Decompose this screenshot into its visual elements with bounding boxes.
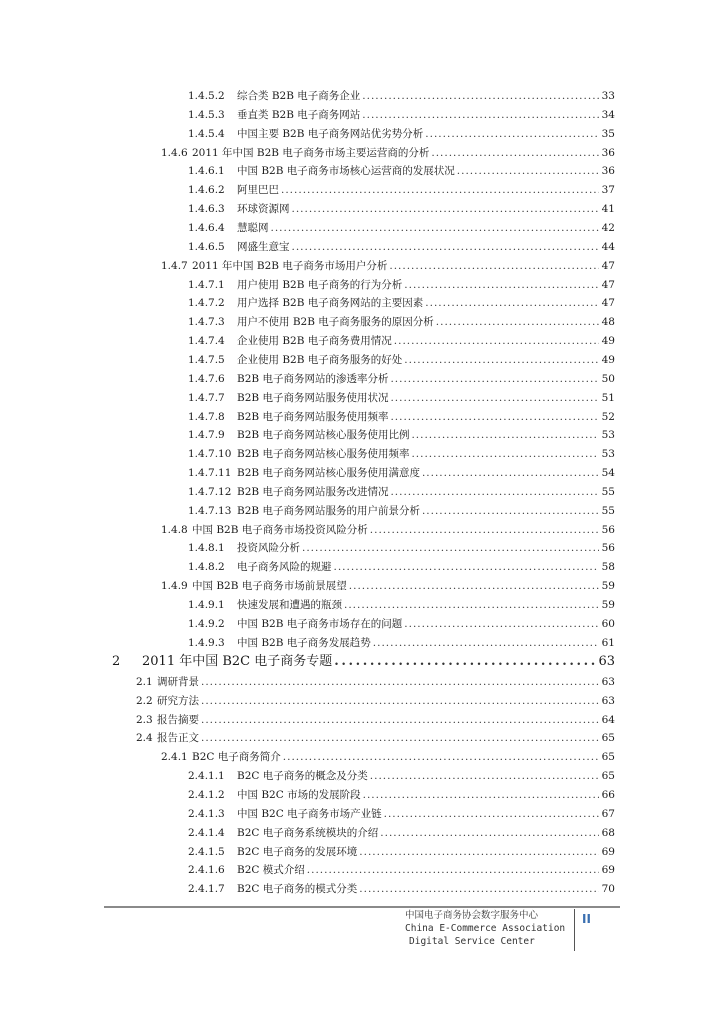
toc-dot-leader (201, 729, 599, 747)
toc-dot-leader (390, 483, 599, 501)
toc-entry[interactable] (161, 521, 615, 539)
toc-entry[interactable] (188, 389, 615, 407)
toc-dot-leader (373, 634, 599, 652)
footer-org-cn: 中国电子商务协会数字服务中心 (405, 910, 539, 921)
toc-entry[interactable] (188, 824, 615, 842)
toc-entry-title: B2C 电子商务系统模块的介绍 (237, 826, 379, 839)
toc-entry-number: 1.4.7 (161, 259, 188, 272)
toc-dot-leader (425, 294, 599, 312)
toc-entry-page: 53 (601, 448, 615, 461)
toc-entry-page: 67 (601, 807, 615, 820)
toc-dot-leader (344, 596, 599, 614)
toc-entry-title: 用户不使用 B2B 电子商务服务的原因分析 (237, 316, 434, 329)
toc-entry[interactable] (188, 332, 615, 350)
toc-entry-title: 投资风险分析 (237, 542, 300, 555)
toc-entry-page: 60 (601, 617, 615, 630)
toc-entry-number: 2.4.1.1 (188, 770, 225, 783)
toc-entry-page: 47 (601, 297, 615, 310)
toc-entry-number: 1.4.7.6 (188, 372, 225, 385)
toc-entry-number: 1.4.6.4 (188, 221, 225, 234)
toc-entry[interactable] (188, 464, 615, 482)
footer-vertical-divider (574, 909, 575, 951)
toc-entry-number: 1.4.6.1 (188, 165, 225, 178)
toc-entry-number: 1.4.9.3 (188, 636, 225, 649)
toc-dot-leader (431, 144, 599, 162)
toc-entry-title: B2C 模式介绍 (237, 864, 305, 877)
toc-entry-page: 42 (601, 221, 615, 234)
toc-entry[interactable] (188, 125, 615, 143)
toc-entry-title: 综合类 B2B 电子商务企业 (237, 90, 361, 102)
toc-entry[interactable] (188, 162, 615, 180)
toc-entry-number: 2.4.1.6 (188, 864, 225, 877)
toc-entry-page: 35 (601, 127, 615, 140)
toc-entry-page: 44 (601, 240, 615, 253)
toc-entry-title: B2B 电子商务网站核心服务使用频率 (237, 448, 410, 461)
toc-entry-page: 56 (601, 542, 615, 555)
toc-entry-page: 56 (601, 523, 615, 536)
footer-org-en-line1: China E-Commerce Association (405, 923, 566, 934)
toc-entry-title: 慧聪网 (237, 221, 269, 234)
toc-dot-leader (302, 539, 599, 557)
toc-entry-page: 54 (601, 467, 615, 479)
toc-entry-number: 2.3 (136, 713, 153, 726)
toc-entry-number: 1.4.7.8 (188, 410, 225, 423)
toc-entry[interactable] (188, 351, 615, 369)
footer-organization (405, 909, 565, 948)
toc-entry-page: 41 (601, 203, 615, 216)
toc-entry-number: 2.4.1.4 (188, 826, 225, 839)
toc-dot-leader (422, 464, 599, 482)
toc-entry-number: 1.4.7.10 (188, 448, 232, 461)
toc-dot-leader (363, 786, 599, 804)
toc-entry-page: 58 (601, 561, 615, 574)
toc-entry-number: 1.4.6.2 (188, 184, 225, 197)
footer-org-en-line2: Digital Service Center (409, 936, 535, 947)
toc-dot-leader (394, 332, 599, 350)
toc-entry[interactable] (188, 408, 615, 426)
toc-entry[interactable] (136, 673, 615, 691)
toc-entry-title: 2011 年中国 B2B 电子商务市场用户分析 (192, 259, 388, 272)
toc-entry[interactable] (188, 294, 615, 312)
toc-entry-title: B2B 电子商务网站服务改进情况 (237, 485, 389, 498)
toc-entry-page: 49 (601, 353, 615, 366)
toc-dot-leader (390, 370, 599, 388)
toc-entry[interactable] (188, 426, 615, 444)
toc-entry-number: 1.4.8 (161, 523, 188, 536)
toc-entry-number: 2.4.1.2 (188, 789, 225, 801)
toc-entry-number: 1.4.7.7 (188, 391, 225, 404)
toc-entry[interactable] (188, 200, 615, 218)
toc-entry[interactable] (188, 313, 615, 331)
toc-dot-leader (436, 313, 599, 331)
toc-entry-number: 1.4.8.2 (188, 561, 225, 574)
toc-entry-number: 2 (112, 653, 121, 669)
toc-entry-page: 50 (601, 372, 615, 385)
toc-entry-page: 63 (601, 675, 615, 688)
toc-entry-page: 59 (601, 580, 615, 593)
toc-entry-title: 报告摘要 (157, 713, 199, 726)
toc-entry[interactable] (161, 748, 615, 766)
toc-entry-number: 1.4.9.1 (188, 599, 225, 611)
toc-entry[interactable] (188, 767, 615, 785)
toc-dot-leader (425, 125, 599, 143)
toc-entry-number: 1.4.7.4 (188, 335, 225, 347)
toc-entry-title: 快速发展和遭遇的瓶颈 (237, 599, 342, 611)
toc-entry-title: B2C 电子商务简介 (192, 751, 281, 764)
toc-entry-page: 33 (601, 90, 615, 102)
toc-entry-title: 垂直类 B2B 电子商务网站 (237, 108, 361, 121)
toc-entry-title: 网盛生意宝 (237, 240, 290, 253)
toc-entry-number: 1.4.7.9 (188, 429, 225, 442)
toc-entry-page: 51 (601, 391, 615, 404)
toc-dot-leader (390, 389, 599, 407)
toc-entry-title: B2B 电子商务网站核心服务使用比例 (237, 429, 410, 442)
toc-dot-leader (349, 577, 599, 595)
toc-dot-leader (389, 257, 599, 275)
toc-entry-number: 1.4.7.2 (188, 297, 225, 310)
toc-entry[interactable] (161, 577, 615, 595)
toc-entry-page: 65 (601, 732, 615, 745)
toc-entry-title: 中国 B2B 电子商务发展趋势 (237, 636, 371, 649)
toc-entry-page: 36 (601, 146, 615, 159)
toc-dot-leader (370, 521, 599, 539)
toc-entry-page: 53 (601, 429, 615, 442)
toc-entry-title: 用户选择 B2B 电子商务网站的主要因素 (237, 297, 424, 310)
toc-dot-leader (384, 805, 599, 823)
toc-entry-number: 2.4.1.7 (188, 883, 225, 896)
toc-entry-title: 中国 B2C 市场的发展阶段 (237, 789, 361, 801)
toc-entry-title: B2C 电子商务的模式分类 (237, 883, 358, 896)
toc-entry-number: 1.4.7.5 (188, 353, 225, 366)
toc-entry-page: 49 (601, 335, 615, 347)
toc-dot-leader (201, 673, 599, 691)
toc-entry-title: 2011 年中国 B2B 电子商务市场主要运营商的分析 (192, 146, 430, 159)
toc-entry-title: B2B 电子商务网站服务使用频率 (237, 410, 389, 423)
toc-entry-number: 1.4.5.3 (188, 108, 225, 121)
toc-entry-number: 2.1 (136, 675, 153, 688)
toc-entry-number: 1.4.9 (161, 580, 188, 593)
toc-dot-leader (334, 558, 600, 576)
toc-entry-title: B2B 电子商务网站核心服务使用满意度 (237, 467, 420, 479)
toc-dot-leader (281, 181, 599, 199)
toc-dot-leader (411, 426, 599, 444)
toc-entry-page: 47 (601, 259, 615, 272)
toc-dot-leader (422, 502, 599, 520)
toc-entry-page: 64 (601, 713, 615, 726)
toc-entry-title: 中国 B2B 电子商务市场存在的问题 (237, 617, 403, 630)
toc-entry-title: 中国 B2B 电子商务市场前景展望 (192, 580, 347, 593)
toc-entry[interactable] (188, 880, 615, 898)
toc-entry-number: 2.4.1.5 (188, 845, 225, 858)
toc-entry-number: 1.4.7.12 (188, 485, 232, 498)
toc-entry-title: 调研背景 (157, 675, 199, 688)
toc-dot-leader (307, 861, 599, 879)
toc-entry-page: 70 (601, 883, 615, 896)
toc-entry-title: 企业使用 B2B 电子商务服务的好处 (237, 353, 403, 366)
toc-entry-title: B2B 电子商务网站的渗透率分析 (237, 372, 389, 385)
toc-entry[interactable] (188, 370, 615, 388)
toc-dot-leader (292, 200, 600, 218)
toc-dot-leader (334, 651, 596, 673)
toc-dot-leader (362, 87, 599, 105)
toc-dot-leader (404, 351, 599, 369)
toc-entry-title: B2B 电子商务网站服务的用户前景分析 (237, 504, 420, 517)
toc-entry-title: B2C 电子商务的发展环境 (237, 845, 358, 858)
toc-entry-title: 企业使用 B2B 电子商务费用情况 (237, 335, 392, 347)
toc-entry-page: 37 (601, 184, 615, 197)
toc-entry-page: 65 (601, 770, 615, 783)
toc-entry[interactable] (188, 558, 615, 576)
toc-entry-page: 63 (601, 694, 615, 707)
toc-entry-page: 59 (601, 599, 615, 611)
toc-dot-leader (404, 615, 599, 633)
toc-entry-page: 69 (601, 864, 615, 877)
toc-entry-title: 环球资源网 (237, 203, 290, 216)
toc-entry-number: 1.4.5.4 (188, 127, 225, 140)
toc-entry-number: 1.4.8.1 (188, 542, 225, 555)
toc-entry-page: 55 (601, 504, 615, 517)
toc-entry-number: 1.4.5.2 (188, 90, 225, 102)
toc-entry-title: 用户使用 B2B 电子商务的行为分析 (237, 278, 403, 291)
toc-entry-page: 65 (601, 751, 615, 764)
toc-entry-title: 2011 年中国 B2C 电子商务专题 (142, 653, 333, 669)
toc-entry-number: 2.2 (136, 694, 153, 707)
toc-entry[interactable] (112, 651, 615, 673)
toc-dot-leader (201, 711, 599, 729)
toc-entry-title: 中国 B2B 电子商务市场核心运营商的发展状况 (237, 165, 455, 178)
toc-dot-leader (411, 445, 599, 463)
toc-entry[interactable] (161, 144, 615, 162)
toc-entry-title: 中国 B2B 电子商务市场投资风险分析 (192, 523, 368, 536)
toc-entry[interactable] (188, 615, 615, 633)
toc-entry-title: 阿里巴巴 (237, 184, 279, 197)
toc-entry[interactable] (188, 634, 615, 652)
toc-entry[interactable] (188, 805, 615, 823)
toc-entry[interactable] (161, 257, 615, 275)
toc-entry[interactable] (136, 711, 615, 729)
toc-dot-leader (457, 162, 599, 180)
toc-entry[interactable] (188, 483, 615, 501)
toc-dot-leader (359, 843, 599, 861)
toc-entry-title: 中国主要 B2B 电子商务网站优劣势分析 (237, 127, 424, 140)
toc-entry[interactable] (188, 106, 615, 124)
toc-entry-page: 61 (601, 636, 615, 649)
page-number: II (582, 912, 591, 926)
toc-dot-leader (271, 219, 600, 237)
toc-entry-page: 47 (601, 278, 615, 291)
toc-dot-leader (292, 238, 600, 256)
toc-entry-number: 1.4.6.3 (188, 203, 225, 216)
toc-entry-number: 1.4.7.1 (188, 278, 225, 291)
toc-entry-page: 68 (601, 826, 615, 839)
toc-entry-number: 1.4.6.5 (188, 240, 225, 253)
toc-entry-page: 63 (598, 653, 615, 669)
toc-entry-page: 66 (601, 789, 615, 801)
toc-entry[interactable] (188, 502, 615, 520)
toc-entry-number: 2.4 (136, 732, 153, 745)
toc-entry-title: 电子商务风险的规避 (237, 561, 332, 574)
toc-entry-number: 1.4.6 (161, 146, 188, 159)
toc-entry-page: 55 (601, 485, 615, 498)
toc-entry-title: 中国 B2C 电子商务市场产业链 (237, 807, 382, 820)
toc-entry[interactable] (188, 238, 615, 256)
toc-entry-number: 1.4.7.13 (188, 504, 232, 517)
toc-dot-leader (362, 106, 599, 124)
toc-entry[interactable] (136, 692, 615, 710)
footer-divider (104, 906, 620, 908)
toc-entry[interactable] (188, 596, 615, 614)
toc-entry[interactable] (188, 276, 615, 294)
toc-entry-page: 69 (601, 845, 615, 858)
toc-entry-page: 48 (601, 316, 615, 329)
toc-entry-page: 34 (601, 108, 615, 121)
toc-dot-leader (359, 880, 599, 898)
toc-dot-leader (404, 276, 599, 294)
toc-entry-title: 报告正文 (157, 732, 199, 745)
toc-entry-number: 1.4.7.11 (188, 467, 232, 479)
toc-entry[interactable] (188, 181, 615, 199)
toc-dot-leader (390, 408, 599, 426)
toc-entry-number: 1.4.9.2 (188, 617, 225, 630)
toc-entry[interactable] (188, 861, 615, 879)
toc-dot-leader (283, 748, 599, 766)
toc-entry-page: 52 (601, 410, 615, 423)
toc-entry-number: 1.4.7.3 (188, 316, 225, 329)
toc-entry[interactable] (188, 87, 615, 105)
toc-dot-leader (380, 824, 599, 842)
toc-entry-title: 研究方法 (157, 694, 199, 707)
toc-dot-leader (201, 692, 599, 710)
toc-entry[interactable] (136, 729, 615, 747)
toc-entry-page: 36 (601, 165, 615, 178)
toc-entry-number: 2.4.1 (161, 751, 188, 764)
toc-dot-leader (370, 767, 599, 785)
toc-entry[interactable] (188, 445, 615, 463)
toc-entry-title: B2C 电子商务的概念及分类 (237, 770, 368, 783)
toc-entry-title: B2B 电子商务网站服务使用状况 (237, 391, 389, 404)
toc-entry-number: 2.4.1.3 (188, 807, 225, 820)
toc-entry[interactable] (188, 843, 615, 861)
toc-entry[interactable] (188, 219, 615, 237)
toc-entry[interactable] (188, 786, 615, 804)
toc-entry[interactable] (188, 539, 615, 557)
